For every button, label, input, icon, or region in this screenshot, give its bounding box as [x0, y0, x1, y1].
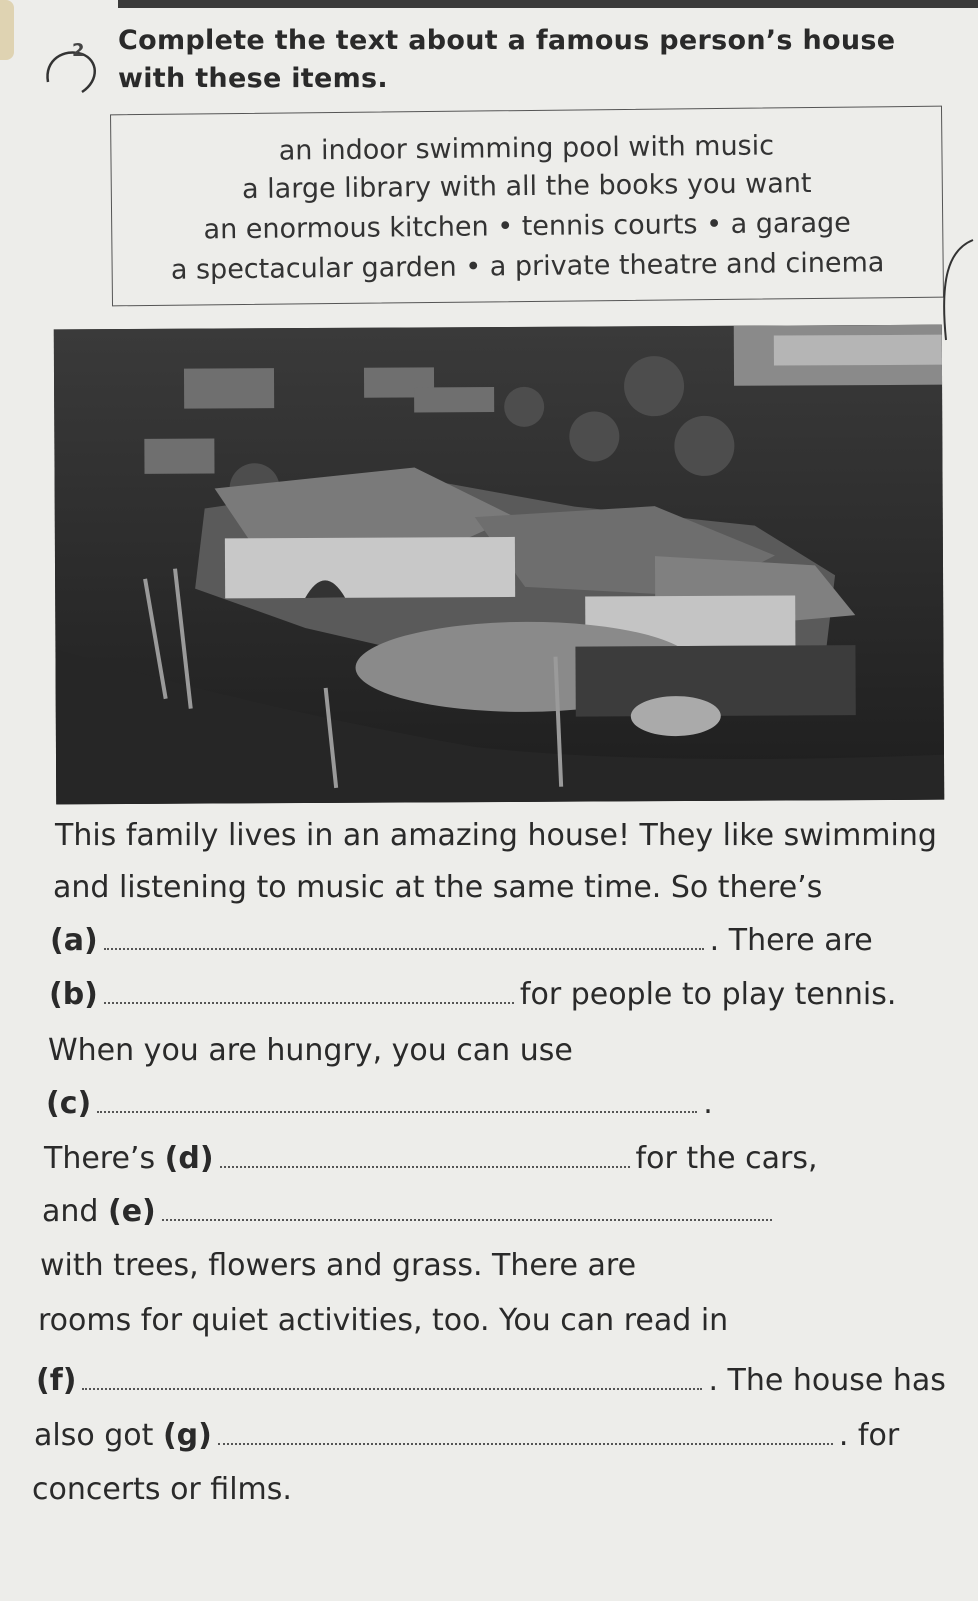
word-box — [110, 106, 944, 307]
blank-d-before: There’s — [44, 1141, 156, 1176]
instruction-line-2: with these items. — [118, 63, 388, 94]
blank-e-label: (e) — [108, 1194, 156, 1229]
blank-g-label: (g) — [162, 1418, 212, 1453]
blank-c-line — [46, 1086, 713, 1121]
blank-c-label: (c) — [46, 1086, 92, 1121]
passage-line-13: concerts or films. — [32, 1472, 292, 1507]
blank-d-after: for the cars, — [635, 1141, 818, 1176]
blank-d-line — [44, 1141, 817, 1176]
blank-g[interactable] — [218, 1442, 833, 1445]
passage-line-10: rooms for quiet activities, too. You can read in — [38, 1303, 729, 1338]
word-box-line-4: a spectacular garden • a private theatre and cinema — [170, 247, 885, 286]
exercise-number: 2 — [72, 40, 85, 61]
blank-b[interactable] — [104, 1001, 514, 1004]
blank-f-after: . The house has — [708, 1363, 946, 1398]
blank-d-label: (d) — [164, 1141, 214, 1176]
word-box-line-2: a large library with all the books you want — [241, 168, 812, 205]
blank-b-after: for people to play tennis. — [519, 977, 897, 1012]
word-box-line-1: an indoor swimming pool with music — [278, 130, 775, 167]
blank-e-before: and — [42, 1194, 99, 1229]
blank-f[interactable] — [82, 1387, 702, 1390]
blank-e[interactable] — [162, 1218, 772, 1221]
aerial-house-image — [54, 325, 944, 805]
house-photo — [54, 325, 944, 805]
passage-line-5: When you are hungry, you can use — [48, 1033, 573, 1068]
instruction-line-1: Complete the text about a famous person’s house — [118, 25, 896, 56]
passage-line-1: This family lives in an amazing house! They like swimming — [55, 818, 937, 853]
blank-g-after: . for — [838, 1418, 900, 1453]
blank-c[interactable] — [97, 1110, 697, 1113]
blank-g-line — [34, 1418, 899, 1453]
word-box-line-3: an enormous kitchen • tennis courts • a garage — [203, 207, 851, 246]
passage-line-2: and listening to music at the same time. So there’s — [53, 870, 823, 905]
blank-f-line — [36, 1363, 946, 1398]
blank-a-label: (a) — [50, 923, 98, 958]
blank-b-line — [49, 977, 896, 1012]
exercise-number-marker — [42, 40, 102, 100]
exercise-instruction — [118, 22, 938, 98]
blank-a[interactable] — [104, 947, 704, 950]
blank-d[interactable] — [220, 1165, 630, 1168]
blank-a-after: . There are — [709, 923, 873, 958]
blank-g-before: also got — [34, 1418, 154, 1453]
blank-c-after: . — [703, 1086, 713, 1121]
blank-f-label: (f) — [36, 1363, 77, 1398]
blank-e-line — [42, 1194, 778, 1229]
finger-edge — [0, 0, 14, 60]
blank-b-label: (b) — [49, 977, 98, 1012]
blank-a-line — [50, 923, 873, 958]
page-top-bar — [118, 0, 978, 8]
passage-line-9: with trees, flowers and grass. There are — [40, 1248, 637, 1283]
